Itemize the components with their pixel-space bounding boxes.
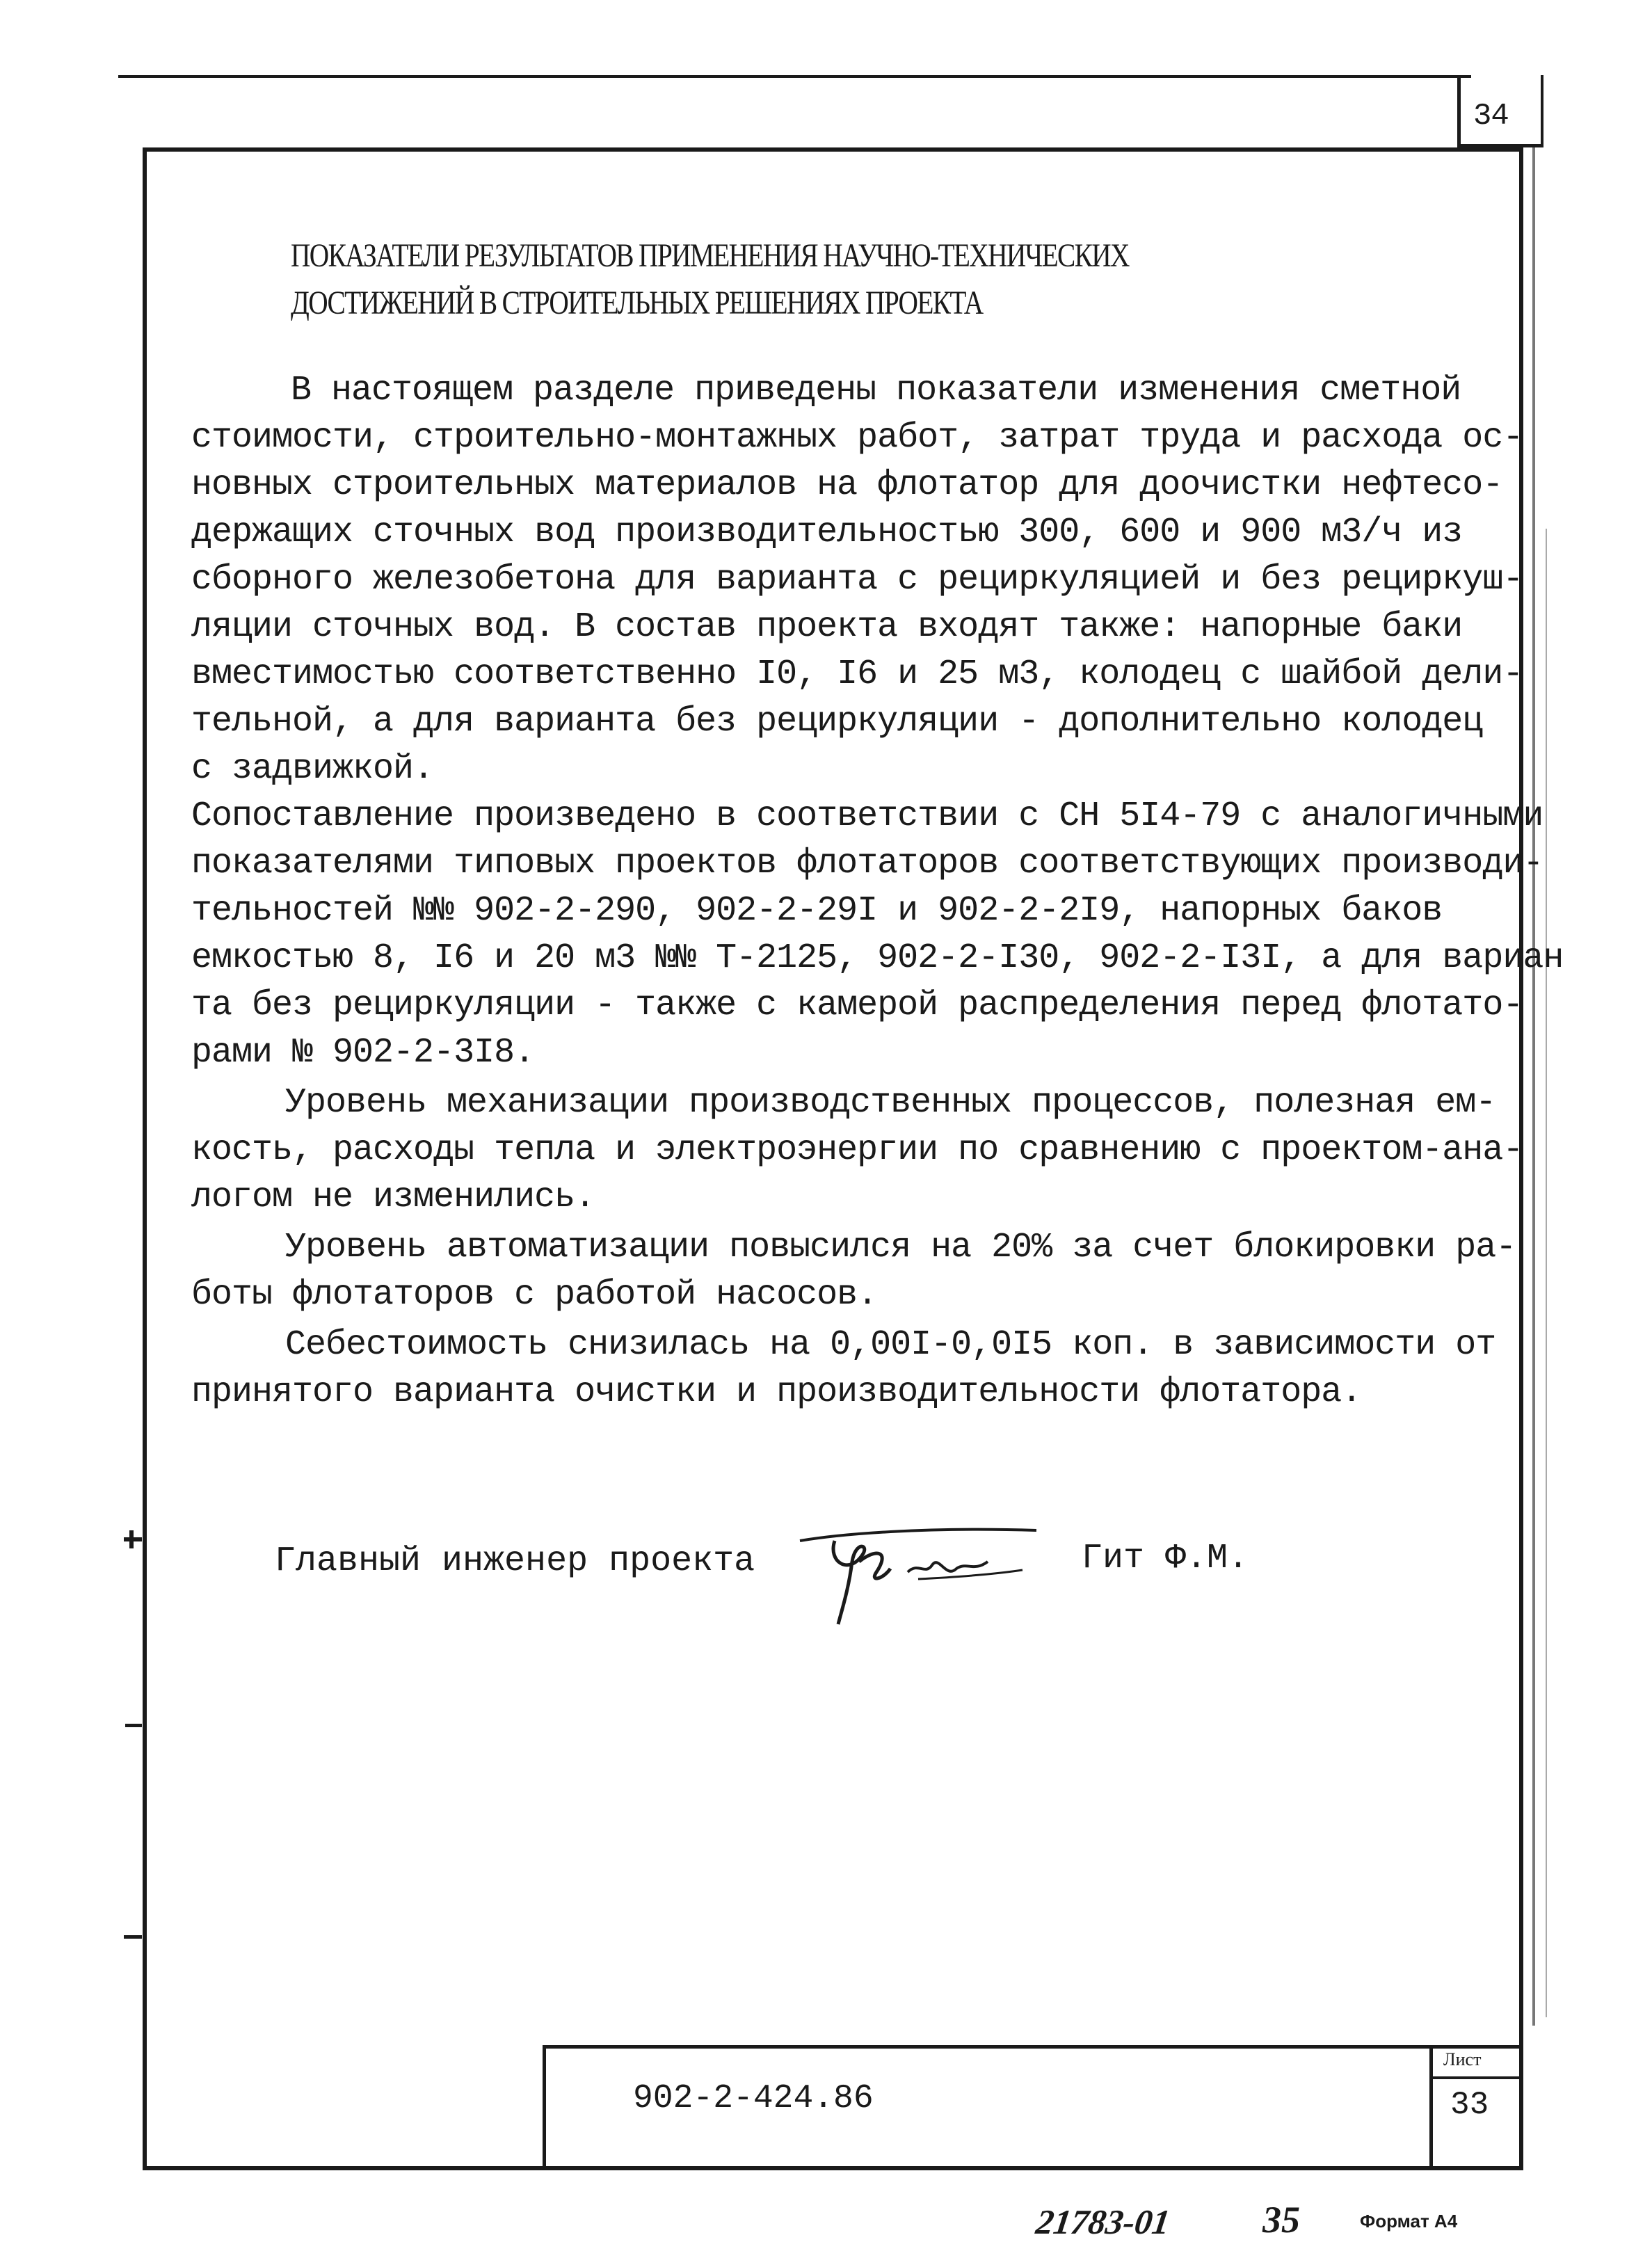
margin-tick [129, 1530, 134, 1548]
body-line: показателями типовых проектов флотаторов соответствующих производи- [191, 844, 1543, 883]
body-line: кость, расходы тепла и электроэнергии по сравнению с проектом-ана- [191, 1130, 1523, 1170]
body-line: Уровень автоматизации повысился на 20% за счет блокировки ра- [285, 1228, 1516, 1267]
inventory-number: 21783-01 [1034, 2202, 1173, 2241]
title-block-sheet-divider [1429, 2076, 1523, 2079]
body-line: вместимостью соответственно I0, I6 и 25 м3, колодец с шайбой дели- [191, 655, 1523, 694]
body-line: та без рециркуляции - также с камерой распределения перед флотато- [191, 986, 1523, 1025]
body-line: боты флотаторов с работой насосов. [191, 1275, 878, 1315]
format-label: Формат А4 [1360, 2211, 1458, 2232]
document-code: 902-2-424.86 [633, 2080, 874, 2117]
body-line: держащих сточных вод производительностью 300, 600 и 900 м3/ч из [191, 513, 1463, 552]
section-heading-line-1: ПОКАЗАТЕЛИ РЕЗУЛЬТАТОВ ПРИМЕНЕНИЯ НАУЧНО-ТЕХНИЧЕСКИХ [291, 237, 1129, 274]
body-line: Уровень механизации производственных процессов, полезная ем- [285, 1083, 1496, 1123]
sheet-label: Лист [1443, 2049, 1482, 2069]
title-block-separator [1429, 2045, 1433, 2167]
body-line: емкостью 8, I6 и 20 м3 №№ Т-2125, 902-2-I30, 902-2-I3I, а для вариан [191, 938, 1564, 978]
body-line: стоимости, строительно-монтажных работ, затрат труда и расхода ос- [191, 418, 1523, 458]
body-line: принятого варианта очистки и производительности флотатора. [191, 1372, 1362, 1412]
body-line: новных строительных материалов на флотатор для доочистки нефтесо- [191, 465, 1503, 505]
handwritten-signature [786, 1513, 1050, 1631]
section-heading-line-2: ДОСТИЖЕНИЙ В СТРОИТЕЛЬНЫХ РЕШЕНИЯХ ПРОЕКТА [291, 285, 983, 321]
frame-shadow-line [1532, 147, 1535, 2026]
title-block-left-border [543, 2045, 546, 2167]
frame-shadow-line-2 [1546, 529, 1547, 2017]
body-line: тельной, а для варианта без рециркуляции - дополнительно колодец [191, 702, 1483, 742]
signature-name: Гит Ф.М. [1082, 1539, 1249, 1578]
copy-number: 35 [1262, 2199, 1300, 2241]
body-line: логом не изменились. [191, 1178, 595, 1217]
body-line: ляции сточных вод. В состав проекта входят также: напорные баки [191, 607, 1463, 647]
signature-label: Главный инженер проекта [275, 1541, 755, 1581]
body-line: Себестоимость снизилась на 0,00I-0,0I5 коп. в зависимости от [285, 1325, 1496, 1365]
top-rule [118, 75, 1471, 78]
body-line: В настоящем разделе приведены показатели изменения сметной [291, 371, 1461, 410]
margin-tick [124, 1935, 142, 1939]
body-line: рами № 902-2-3I8. [191, 1033, 535, 1073]
body-line: с задвижкой. [191, 749, 434, 789]
margin-tick [125, 1724, 142, 1727]
body-line: сборного железобетона для варианта с рециркуляцией и без рециркуш- [191, 560, 1523, 600]
body-line: Сопоставление произведено в соответствии с СН 5I4-79 с аналогичными [191, 796, 1543, 836]
title-block-top-border [543, 2045, 1523, 2049]
sheet-number: 33 [1450, 2087, 1489, 2123]
body-line: тельностей №№ 902-2-290, 902-2-29I и 902-2-2I9, напорных баков [191, 891, 1443, 931]
page-number: 34 [1473, 99, 1509, 134]
